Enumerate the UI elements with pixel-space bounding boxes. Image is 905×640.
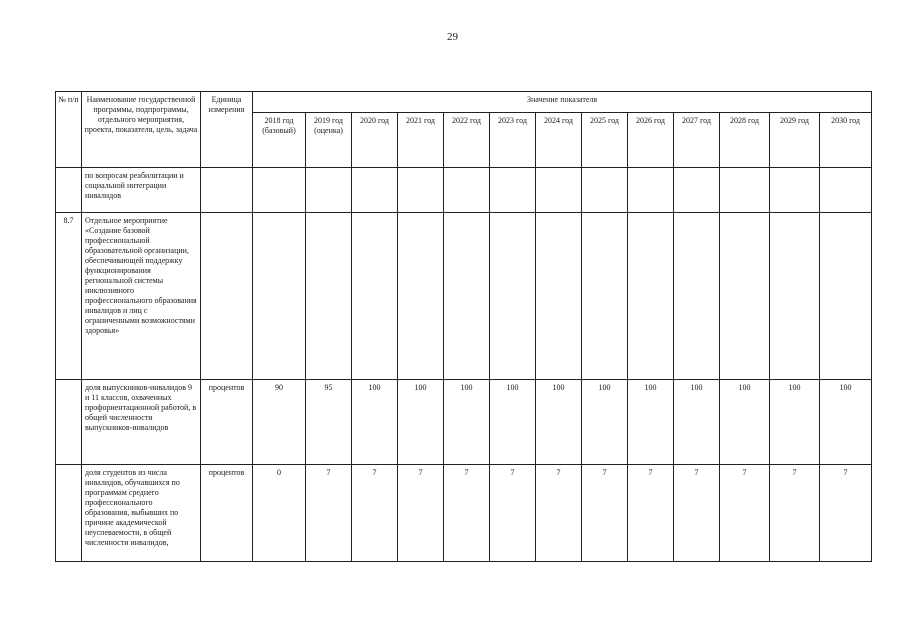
row-num: 8.7: [56, 213, 82, 380]
header-year: 2021 год: [398, 113, 444, 168]
row-num: [56, 465, 82, 562]
row-value: [582, 213, 628, 380]
row-value: 7: [352, 465, 398, 562]
row-value: [306, 168, 352, 213]
row-name: Отдельное мероприятие «Создание базовой профессиональной образовательной организации, обеспечивающей поддержку функционирования региональной системы инклюзивного профессионального образования инвалидов и лиц с ограниченными возможностями здоровья»: [82, 213, 201, 380]
row-value: [352, 168, 398, 213]
row-value: 7: [398, 465, 444, 562]
row-value: 100: [536, 380, 582, 465]
row-value: [444, 168, 490, 213]
row-value: 95: [306, 380, 352, 465]
row-value: [536, 168, 582, 213]
row-value: [398, 168, 444, 213]
row-value: 100: [352, 380, 398, 465]
table-row: [56, 213, 872, 380]
row-value: 7: [820, 465, 872, 562]
row-value: [490, 168, 536, 213]
row-value: [674, 213, 720, 380]
row-value: [628, 213, 674, 380]
row-name: доля студентов из числа инвалидов, обучавшихся по программам среднего профессионального образования, выбывших по причине академической неуспеваемости, в общей численности инвалидов,: [82, 465, 201, 562]
row-value: 90: [253, 380, 306, 465]
header-year: 2027 год: [674, 113, 720, 168]
row-value: [674, 168, 720, 213]
row-value: 7: [306, 465, 352, 562]
row-value: [770, 213, 820, 380]
row-value: [306, 213, 352, 380]
row-num: [56, 168, 82, 213]
row-value: 100: [444, 380, 490, 465]
header-values-group: Значение показателя: [253, 92, 872, 113]
table-row: [56, 168, 872, 213]
row-value: 7: [628, 465, 674, 562]
header-row-top: [56, 92, 872, 113]
row-value: 7: [536, 465, 582, 562]
table-row: [56, 465, 872, 562]
row-value: [720, 168, 770, 213]
row-value: [628, 168, 674, 213]
row-value: 100: [490, 380, 536, 465]
header-name: Наименование государственной программы, подпрограммы, отдельного мероприятия, проекта, показателя, цель, задача: [82, 92, 201, 168]
row-value: 100: [628, 380, 674, 465]
row-value: 7: [582, 465, 628, 562]
header-year: 2024 год: [536, 113, 582, 168]
row-value: 7: [490, 465, 536, 562]
row-value: 7: [770, 465, 820, 562]
header-year: 2026 год: [628, 113, 674, 168]
row-value: [398, 213, 444, 380]
header-year: 2028 год: [720, 113, 770, 168]
row-value: [720, 213, 770, 380]
row-unit: процентов: [201, 465, 253, 562]
indicators-table: [55, 91, 872, 562]
header-year: 2023 год: [490, 113, 536, 168]
row-value: 7: [720, 465, 770, 562]
page-number: 29: [447, 31, 458, 43]
table-row: [56, 380, 872, 465]
header-unit: Единица измерения: [201, 92, 253, 168]
row-value: [820, 213, 872, 380]
header-year: 2025 год: [582, 113, 628, 168]
row-value: 100: [582, 380, 628, 465]
row-value: 100: [720, 380, 770, 465]
header-year: 2020 год: [352, 113, 398, 168]
row-value: 100: [820, 380, 872, 465]
header-num: № п/п: [56, 92, 82, 168]
row-value: [770, 168, 820, 213]
row-value: [253, 168, 306, 213]
row-value: 0: [253, 465, 306, 562]
row-value: [820, 168, 872, 213]
row-unit: процентов: [201, 380, 253, 465]
row-value: [253, 213, 306, 380]
header-year: 2019 год (оценка): [306, 113, 352, 168]
row-value: 100: [674, 380, 720, 465]
row-value: [582, 168, 628, 213]
row-value: [490, 213, 536, 380]
header-year: 2018 год (базовый): [253, 113, 306, 168]
row-value: [444, 213, 490, 380]
row-value: 7: [674, 465, 720, 562]
row-value: 100: [398, 380, 444, 465]
header-year: 2030 год: [820, 113, 872, 168]
row-value: 100: [770, 380, 820, 465]
row-unit: [201, 168, 253, 213]
row-num: [56, 380, 82, 465]
row-value: [352, 213, 398, 380]
row-value: 7: [444, 465, 490, 562]
header-year: 2022 год: [444, 113, 490, 168]
row-unit: [201, 213, 253, 380]
row-name: доля выпускников-инвалидов 9 и 11 классов, охваченных профориентационной работой, в общей численности выпускников-инвалидов: [82, 380, 201, 465]
row-name: по вопросам реабилитации и социальной интеграции инвалидов: [82, 168, 201, 213]
row-value: [536, 213, 582, 380]
header-year: 2029 год: [770, 113, 820, 168]
